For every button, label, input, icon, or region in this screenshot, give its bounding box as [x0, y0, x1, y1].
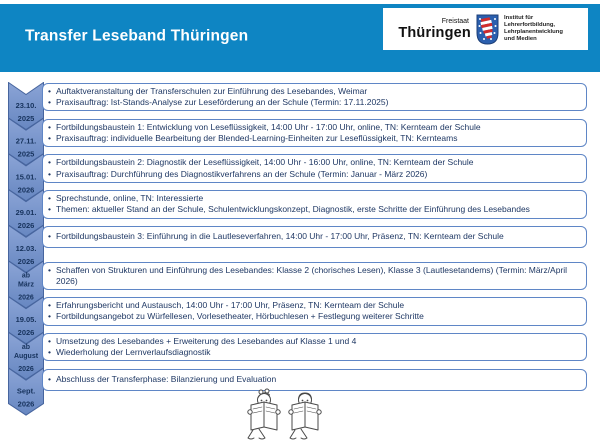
timeline-date: 2026	[17, 256, 35, 266]
timeline-date: 19.05.	[15, 315, 37, 325]
thuringia-coat-of-arms-icon	[476, 14, 499, 45]
page-title: Transfer Leseband Thüringen	[25, 27, 249, 45]
timeline-date: 12.03.	[15, 243, 37, 253]
timeline-bullet: • Erfahrungsbericht und Austausch, 14:00 Uhr - 17:00 Uhr, Präsenz, TN: Kernteam der Schule	[47, 300, 580, 311]
timeline-bullet: • Praxisauftrag: Ist-Stands-Analyse zur Leseförderung an der Schule (Termin: 17.11.2025)	[47, 97, 580, 108]
timeline-bullet: • Themen: aktueller Stand an der Schule, Schulentwicklungskonzept, Diagnostik, erste Schritte der Einführung des Lesebandes	[47, 204, 580, 215]
timeline-date: 2025	[17, 149, 35, 159]
timeline-date: 2026	[17, 221, 35, 231]
timeline-entry-box	[42, 83, 587, 111]
timeline-chevron-column	[8, 82, 46, 422]
timeline-bullet: • Abschluss der Transferphase: Bilanzierung und Evaluation	[47, 374, 580, 385]
timeline-date: 2026	[17, 185, 35, 195]
timeline-bullet: • Sprechstunde, online, TN: Interessierte	[47, 193, 580, 204]
timeline-bullet: • Fortbildungsbaustein 3: Einführung in die Lautleseverfahren, 14:00 Uhr - 17:00 Uhr, Präsenz, TN: Kernteam der Schule	[47, 231, 580, 242]
timeline-date: ab	[21, 343, 31, 351]
logo-freistaat-label: Freistaat	[441, 17, 469, 25]
timeline-bullet: • Praxisauftrag: Durchführung des Diagnostikverfahrens an der Schule (Termin: Januar - März 2026)	[47, 169, 580, 180]
timeline-date: 23.10.	[15, 101, 37, 110]
header-bar	[0, 4, 600, 72]
timeline-date: 15.01.	[15, 172, 37, 182]
timeline-bullet: • Fortbildungsangebot zu Würfellesen, Vorlesetheater, Hörbuchlesen + Festlegung weiterer Schritte	[47, 311, 580, 322]
logo-institute-line: und Medien	[504, 36, 537, 42]
timeline-date: 2025	[17, 114, 35, 123]
logo-institute-line: Lehrplanentwicklung	[504, 29, 563, 35]
timeline-bullet: • Wiederholung der Lernverlaufsdiagnostik	[47, 347, 580, 358]
timeline-entry-box	[42, 262, 587, 290]
logo-thueringen-label: Thüringen	[398, 24, 471, 41]
timeline-bullet: • Fortbildungsbaustein 2: Diagnostik der Leseflüssigkeit, 14:00 Uhr - 16:00 Uhr, online, TN: Kernteam der Schule	[47, 157, 580, 168]
timeline-entry-box	[42, 154, 587, 182]
timeline-entry-box	[42, 297, 587, 325]
timeline-date: 2026	[18, 365, 34, 373]
timeline-entry-box	[42, 119, 587, 147]
timeline-date: 27.11.	[15, 136, 37, 146]
timeline-entry-box	[42, 226, 587, 248]
timeline-date: Sept.	[16, 386, 36, 396]
timeline-entry-box	[42, 190, 587, 218]
timeline-date: 2026	[18, 294, 34, 302]
timeline-entry-box	[42, 333, 587, 361]
timeline-date: 2026	[17, 399, 35, 409]
timeline-bullet: • Auftaktveranstaltung der Transferschulen zur Einführung des Lesebandes, Weimar	[47, 86, 580, 97]
timeline-date: ab	[21, 272, 31, 280]
children-reading-illustration	[245, 388, 327, 444]
timeline-date: 29.01.	[15, 208, 37, 218]
timeline-bullet: • Fortbildungsbaustein 1: Entwicklung von Leseflüssigkeit, 14:00 Uhr - 17:00 Uhr, online, TN: Kernteam der Schule	[47, 122, 580, 133]
logo-state-name	[398, 18, 471, 41]
timeline-bullet: • Praxisauftrag: individuelle Bearbeitung der Blended-Learning-Einheiten zur Leseflüssigkeit, TN: Kernteams	[47, 133, 580, 144]
timeline-bullet: • Schaffen von Strukturen und Einführung des Lesebandes: Klasse 2 (chorisches Lesen), Klasse 3 (Lautlesetandems) (Termin: März/April 2026)	[47, 265, 580, 287]
timeline-date: August	[13, 352, 39, 360]
logo	[383, 8, 588, 50]
timeline-date: 2026	[17, 328, 35, 338]
timeline-date: März	[18, 281, 34, 289]
logo-institute-name	[504, 15, 582, 43]
timeline-bullet: • Umsetzung des Lesebandes + Erweiterung des Lesebandes auf Klasse 1 und 4	[47, 336, 580, 347]
logo-institute-line: Institut für Lehrerfortbildung,	[504, 15, 556, 28]
